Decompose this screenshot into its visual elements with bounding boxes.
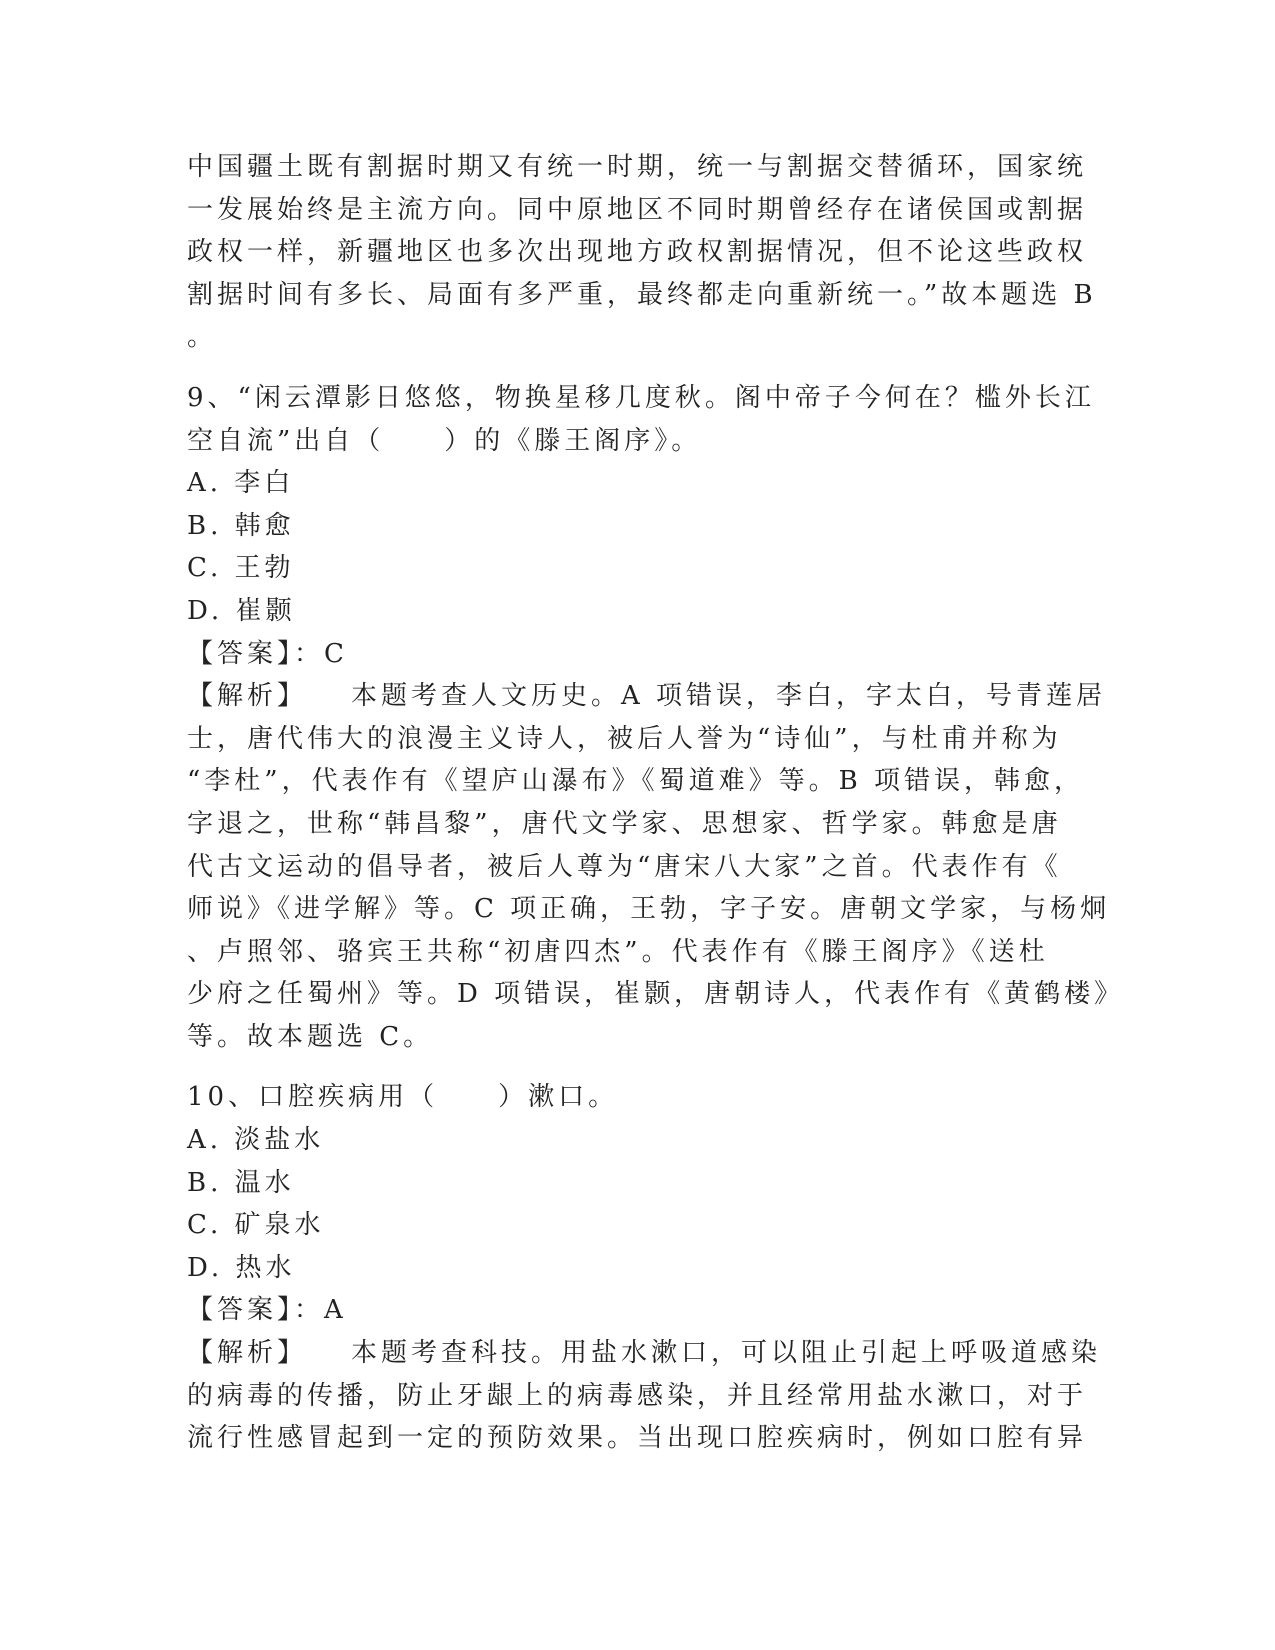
- analysis-line: 等。故本题选 C。: [187, 1021, 434, 1052]
- analysis-line: 流行性感冒起到一定的预防效果。当出现口腔疾病时，例如口腔有异: [187, 1423, 1088, 1454]
- analysis-line: 代古文运动的倡导者，被后人尊为“唐宋八大家”之首。代表作有《: [187, 851, 1062, 882]
- option-b: B. 温水: [187, 1167, 295, 1198]
- analysis-label: 【解析】: [187, 681, 308, 712]
- text-line: 。: [187, 322, 218, 353]
- analysis-line: 少府之任蜀州》等。D 项错误，崔颢，唐朝诗人，代表作有《黄鹤楼》: [187, 979, 1125, 1010]
- analysis-label: 【解析】: [187, 1338, 308, 1369]
- analysis-first-line: [187, 675, 1107, 718]
- analysis-text: 本题考查人文历史。A 项错误，李白，字太白，号青莲居: [351, 681, 1107, 712]
- option-d: D. 热水: [187, 1252, 296, 1283]
- option-a: A. 淡盐水: [187, 1125, 325, 1156]
- text-line: 政权一样，新疆地区也多次出现地方政权割据情况，但不论这些政权: [187, 237, 1088, 268]
- spacer: [187, 359, 1077, 377]
- question-9: [187, 377, 1125, 1059]
- question-stem: 9、“闲云潭影日悠悠，物换星移几度秋。阁中帝子今何在？槛外长江: [187, 382, 1095, 413]
- analysis-line: 的病毒的传播，防止牙龈上的病毒感染，并且经常用盐水漱口，对于: [187, 1380, 1088, 1411]
- option-c: C. 矿泉水: [187, 1210, 325, 1241]
- document-page: [187, 146, 1125, 1460]
- option-c: C. 王勃: [187, 553, 295, 584]
- answer-line: 【答案】：C: [187, 638, 348, 669]
- analysis-line: 、卢照邻、骆宾王共称“初唐四杰”。代表作有《滕王阁序》《送杜: [187, 936, 1049, 967]
- previous-explanation: [187, 146, 1097, 359]
- answer-line: 【答案】：A: [187, 1295, 347, 1326]
- text-line: 中国疆土既有割据时期又有统一时期，统一与割据交替循环，国家统: [187, 152, 1088, 182]
- option-b: B. 韩愈: [187, 510, 295, 541]
- question-10: [187, 1076, 1102, 1459]
- analysis-first-line: [187, 1332, 1102, 1375]
- analysis-line: “李杜”，代表作有《望庐山瀑布》《蜀道难》等。B 项错误，韩愈，: [187, 766, 1084, 797]
- question-stem: 10、口腔疾病用（ ）漱口。: [187, 1082, 619, 1113]
- text-line: 割据时间有多长、局面有多严重，最终都走向重新统一。”故本题选 B: [187, 279, 1097, 310]
- analysis-line: 字退之，世称“韩昌黎”，唐代文学家、思想家、哲学家。韩愈是唐: [187, 808, 1062, 839]
- text-line: 一发展始终是主流方向。同中原地区不同时期曾经存在诸侯国或割据: [187, 194, 1088, 225]
- spacer: [187, 1058, 1077, 1076]
- analysis-text: 本题考查科技。用盐水漱口，可以阻止引起上呼吸道感染: [351, 1338, 1102, 1369]
- option-d: D. 崔颢: [187, 595, 296, 626]
- question-stem: 空自流”出自（ ）的《滕王阁序》。: [187, 425, 702, 456]
- analysis-line: 师说》《进学解》等。C 项正确，王勃，字子安。唐朝文学家，与杨炯: [187, 894, 1111, 925]
- analysis-line: 士，唐代伟大的浪漫主义诗人，被后人誉为“诗仙”，与杜甫并称为: [187, 723, 1062, 754]
- option-a: A. 李白: [187, 468, 295, 499]
